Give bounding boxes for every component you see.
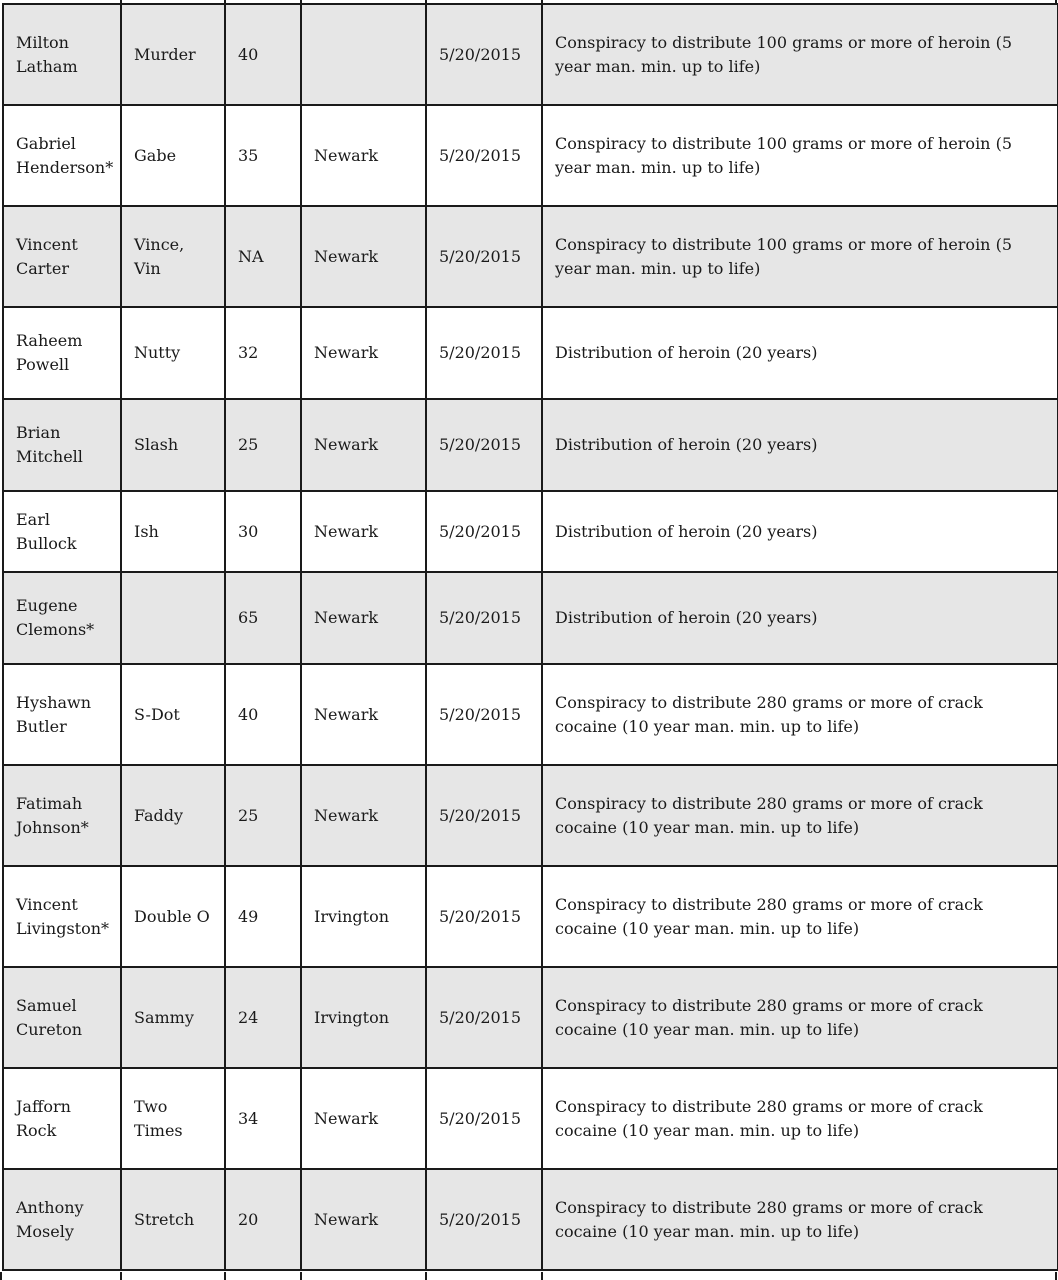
charge-item: Conspiracy to distribute 280 grams or more of crack cocaine (10 year man. min. up to life) (555, 994, 1045, 1042)
arrest-date: 5/20/2015 (439, 435, 522, 454)
defendant-age: 30 (238, 521, 259, 541)
arrest-date-cell (426, 399, 542, 491)
defendant-alias: Double O (134, 906, 210, 926)
defendant-alias-cell (121, 572, 225, 664)
defendant-alias-cell (121, 1068, 225, 1169)
defendant-age-cell (225, 399, 301, 491)
defendant-city: Newark (314, 704, 379, 724)
charges-list (555, 792, 1045, 840)
arrest-date-cell (426, 866, 542, 967)
defendant-name-cell (3, 206, 121, 307)
defendant-age: NA (238, 246, 264, 266)
table-row (3, 765, 1058, 866)
table-row (3, 399, 1058, 491)
charges-list (555, 1095, 1045, 1143)
defendant-age-cell (225, 765, 301, 866)
charge-item: Conspiracy to distribute 280 grams or more of crack cocaine (10 year man. min. up to life) (555, 792, 1045, 840)
table-row (3, 866, 1058, 967)
defendant-alias: Ish (134, 521, 159, 541)
table-bottom-edge (0, 1272, 1058, 1280)
defendant-city-cell (301, 765, 426, 866)
arrest-date: 5/20/2015 (439, 145, 522, 165)
charge-item: Conspiracy to distribute 100 grams or more of heroin (5 year man. min. up to life) (555, 132, 1045, 180)
defendant-city-cell (301, 967, 426, 1068)
charge-item: Conspiracy to distribute 100 grams or more of heroin (5 year man. min. up to life) (555, 31, 1045, 79)
defendants-table (2, 3, 1058, 1271)
arrest-date: 5/20/2015 (439, 608, 522, 627)
charges-cell (542, 765, 1058, 866)
defendant-city-cell (301, 105, 426, 206)
defendant-city-cell (301, 1068, 426, 1169)
defendant-city-cell (301, 572, 426, 664)
defendant-name-cell (3, 105, 121, 206)
defendant-city: Irvington (314, 906, 390, 926)
charges-list (555, 341, 1045, 365)
charges-list (555, 132, 1045, 180)
defendant-name-cell (3, 1068, 121, 1169)
defendant-name: Milton Latham (16, 32, 78, 76)
defendant-name-cell (3, 491, 121, 572)
arrest-date: 5/20/2015 (439, 1007, 522, 1027)
arrest-date-cell (426, 572, 542, 664)
arrest-date: 5/20/2015 (439, 44, 522, 64)
defendant-age: 40 (238, 44, 259, 64)
defendant-age: 49 (238, 906, 259, 926)
table-row (3, 1169, 1058, 1270)
defendant-city: Newark (314, 1108, 379, 1128)
defendant-age-cell (225, 866, 301, 967)
defendant-age-cell (225, 664, 301, 765)
defendant-name: Vincent Carter (16, 234, 78, 278)
defendant-city-cell (301, 664, 426, 765)
defendant-city: Newark (314, 435, 379, 454)
charge-item: Distribution of heroin (20 years) (555, 520, 1045, 544)
defendant-name: Brian Mitchell (16, 423, 83, 466)
defendant-city-cell (301, 491, 426, 572)
table-row (3, 572, 1058, 664)
charges-list (555, 691, 1045, 739)
defendant-age: 35 (238, 145, 259, 165)
defendant-city-cell (301, 307, 426, 399)
defendant-alias: Sammy (134, 1007, 194, 1027)
defendant-city: Newark (314, 343, 379, 362)
charges-cell (542, 1068, 1058, 1169)
table-row (3, 206, 1058, 307)
charges-cell (542, 206, 1058, 307)
defendant-alias: Murder (134, 44, 196, 64)
arrest-date-cell (426, 1169, 542, 1270)
charge-item: Conspiracy to distribute 100 grams or more of heroin (5 year man. min. up to life) (555, 233, 1045, 281)
defendant-city: Newark (314, 521, 379, 541)
defendant-alias-cell (121, 1169, 225, 1270)
arrest-date: 5/20/2015 (439, 805, 522, 825)
table-row (3, 491, 1058, 572)
defendant-city: Newark (314, 246, 379, 266)
arrest-date-cell (426, 491, 542, 572)
defendant-age: 40 (238, 704, 259, 724)
defendant-age: 32 (238, 343, 259, 362)
defendant-city: Irvington (314, 1007, 390, 1027)
defendant-alias: Two Times (134, 1096, 183, 1140)
defendant-name: Fatimah Johnson* (16, 793, 89, 837)
defendant-age-cell (225, 206, 301, 307)
defendant-city-cell (301, 206, 426, 307)
defendant-city-cell (301, 1169, 426, 1270)
arrest-date: 5/20/2015 (439, 343, 522, 362)
charges-list (555, 233, 1045, 281)
arrest-date: 5/20/2015 (439, 246, 522, 266)
charges-list (555, 606, 1045, 630)
defendant-alias: Vince, Vin (134, 234, 185, 278)
table-row (3, 105, 1058, 206)
charges-list (555, 433, 1045, 457)
charge-item: Distribution of heroin (20 years) (555, 433, 1045, 457)
arrest-date: 5/20/2015 (439, 906, 522, 926)
defendant-city: Newark (314, 608, 379, 627)
arrest-date: 5/20/2015 (439, 1108, 522, 1128)
charges-cell (542, 399, 1058, 491)
arrest-date-cell (426, 307, 542, 399)
arrest-date-cell (426, 4, 542, 105)
arrest-date-cell (426, 105, 542, 206)
defendant-age: 34 (238, 1108, 259, 1128)
charges-list (555, 994, 1045, 1042)
defendant-alias: Nutty (134, 343, 181, 362)
defendant-alias-cell (121, 765, 225, 866)
charges-list (555, 31, 1045, 79)
arrest-date-cell (426, 206, 542, 307)
defendant-name-cell (3, 1169, 121, 1270)
defendant-age-cell (225, 1169, 301, 1270)
defendant-city: Newark (314, 1209, 379, 1229)
defendant-alias-cell (121, 866, 225, 967)
defendant-name: Hyshawn Butler (16, 692, 92, 736)
defendant-alias-cell (121, 4, 225, 105)
defendant-name-cell (3, 765, 121, 866)
charges-list (555, 893, 1045, 941)
charges-cell (542, 572, 1058, 664)
defendant-city-cell (301, 4, 426, 105)
defendant-name-cell (3, 664, 121, 765)
arrest-date: 5/20/2015 (439, 1209, 522, 1229)
defendant-age: 25 (238, 805, 259, 825)
defendant-name-cell (3, 866, 121, 967)
defendant-name: Jafforn Rock (16, 1096, 71, 1140)
charges-list (555, 520, 1045, 544)
charge-item: Conspiracy to distribute 280 grams or more of crack cocaine (10 year man. min. up to life) (555, 1196, 1045, 1244)
charge-item: Conspiracy to distribute 280 grams or more of crack cocaine (10 year man. min. up to life) (555, 691, 1045, 739)
defendant-city: Newark (314, 805, 379, 825)
charges-cell (542, 105, 1058, 206)
defendant-age-cell (225, 307, 301, 399)
defendant-alias-cell (121, 399, 225, 491)
defendant-alias-cell (121, 491, 225, 572)
charges-cell (542, 307, 1058, 399)
charge-item: Conspiracy to distribute 280 grams or more of crack cocaine (10 year man. min. up to life) (555, 893, 1045, 941)
defendant-name: Anthony Mosely (16, 1197, 84, 1241)
defendant-name-cell (3, 307, 121, 399)
charges-cell (542, 4, 1058, 105)
defendant-alias-cell (121, 307, 225, 399)
defendant-alias-cell (121, 664, 225, 765)
charges-list (555, 1196, 1045, 1244)
arrest-date-cell (426, 1068, 542, 1169)
defendant-name: Samuel Cureton (16, 995, 83, 1039)
charges-cell (542, 1169, 1058, 1270)
table-row (3, 307, 1058, 399)
defendant-age: 25 (238, 435, 259, 454)
defendant-alias-cell (121, 105, 225, 206)
defendant-age-cell (225, 4, 301, 105)
table-row (3, 967, 1058, 1068)
table-row (3, 664, 1058, 765)
defendant-name: Raheem Powell (16, 331, 83, 374)
defendant-alias: S-Dot (134, 704, 180, 724)
arrest-date: 5/20/2015 (439, 704, 522, 724)
defendant-age-cell (225, 1068, 301, 1169)
charge-item: Distribution of heroin (20 years) (555, 341, 1045, 365)
arrest-date: 5/20/2015 (439, 521, 522, 541)
defendant-city: Newark (314, 145, 379, 165)
arrest-date-cell (426, 967, 542, 1068)
defendant-alias: Slash (134, 435, 179, 454)
arrest-date-cell (426, 765, 542, 866)
table-row (3, 4, 1058, 105)
defendant-age-cell (225, 967, 301, 1068)
defendant-name: Vincent Livingston* (16, 894, 110, 938)
defendant-alias: Faddy (134, 805, 184, 825)
defendant-age-cell (225, 572, 301, 664)
defendant-name: Earl Bullock (16, 509, 77, 553)
arrest-date-cell (426, 664, 542, 765)
defendant-name: Eugene Clemons* (16, 596, 95, 639)
defendant-name-cell (3, 399, 121, 491)
defendant-alias: Gabe (134, 145, 177, 165)
defendant-city-cell (301, 866, 426, 967)
defendant-name-cell (3, 4, 121, 105)
defendant-alias-cell (121, 206, 225, 307)
defendant-name: Gabriel Henderson* (16, 133, 114, 177)
defendant-age: 24 (238, 1007, 259, 1027)
defendant-alias: Stretch (134, 1209, 195, 1229)
defendant-city-cell (301, 399, 426, 491)
defendant-name-cell (3, 967, 121, 1068)
charge-item: Distribution of heroin (20 years) (555, 606, 1045, 630)
table-row (3, 1068, 1058, 1169)
defendant-age: 20 (238, 1209, 259, 1229)
defendant-age-cell (225, 105, 301, 206)
charge-item: Conspiracy to distribute 280 grams or more of crack cocaine (10 year man. min. up to life) (555, 1095, 1045, 1143)
defendant-age-cell (225, 491, 301, 572)
charges-cell (542, 491, 1058, 572)
defendant-name-cell (3, 572, 121, 664)
defendant-age: 65 (238, 608, 259, 627)
charges-cell (542, 664, 1058, 765)
charges-cell (542, 866, 1058, 967)
defendant-alias-cell (121, 967, 225, 1068)
charges-cell (542, 967, 1058, 1068)
